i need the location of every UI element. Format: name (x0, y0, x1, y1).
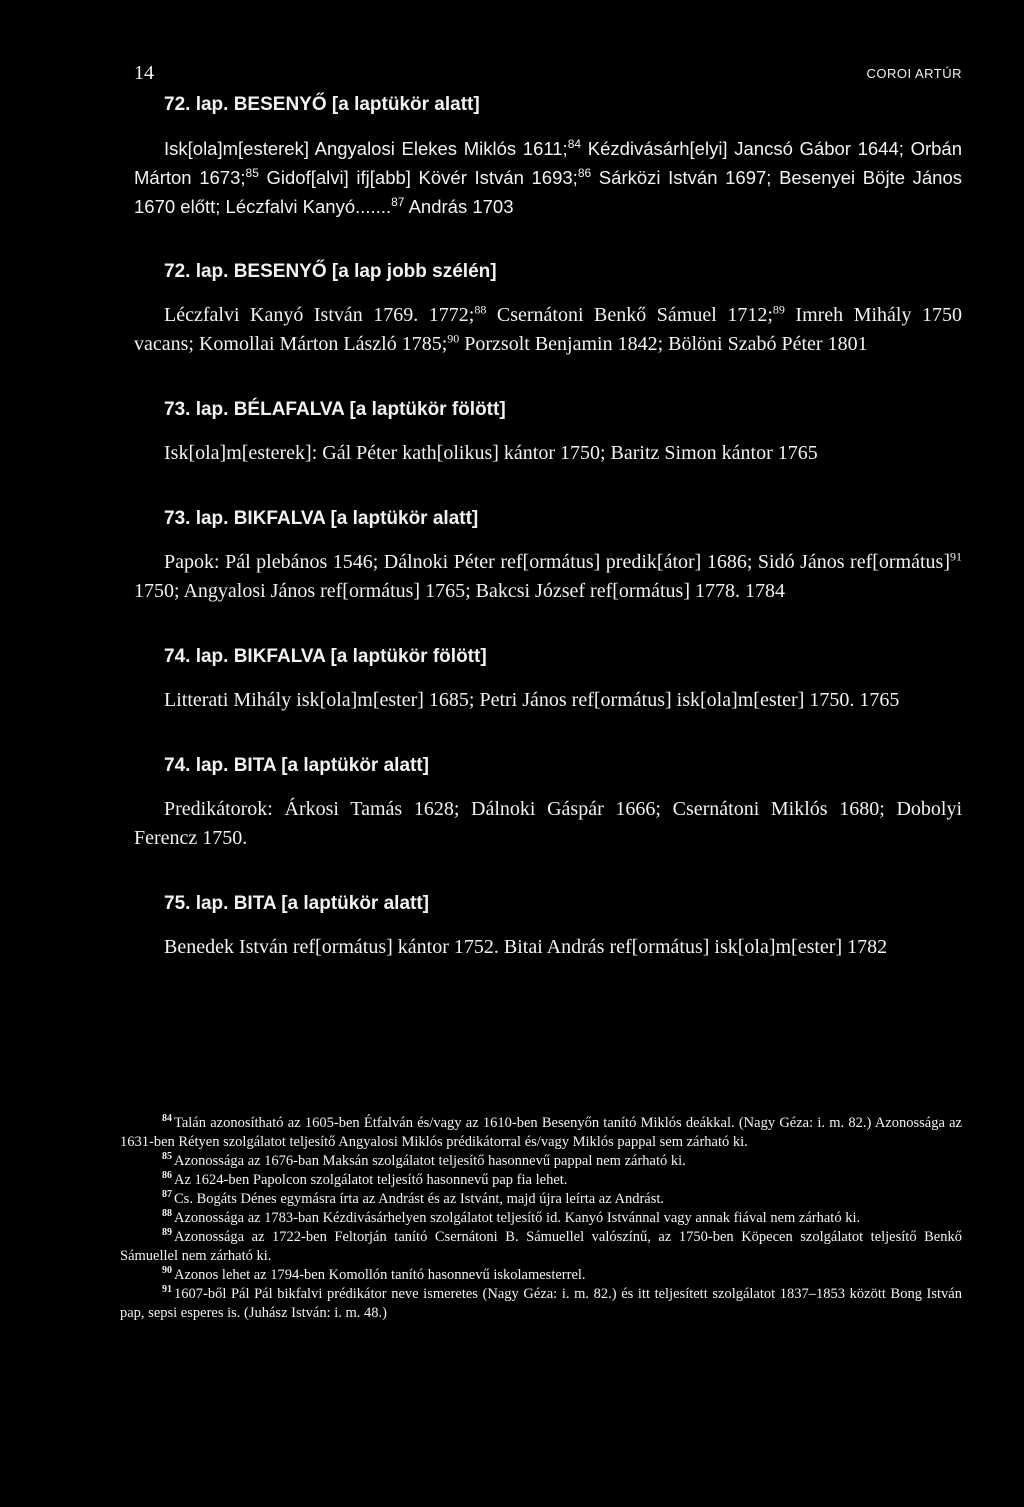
body-text: Isk[ola]m[esterek]: Gál Péter kath[olikus] kántor 1750; Baritz Simon kántor 1765 (164, 442, 818, 464)
footnote-text: Azonossága az 1676-ban Maksán szolgálatot teljesítő hasonnevű pappal nem zárható ki. (174, 1153, 686, 1169)
body-text: Gidof[alvi] ifj[abb] Kövér István 1693; (258, 167, 578, 188)
footnote (120, 1152, 962, 1171)
body-text: Léczfalvi Kanyó István 1769. 1772; (164, 304, 475, 326)
section (134, 92, 962, 221)
footnote-ref[interactable]: 91 (950, 549, 962, 564)
body-text: Csernátoni Benkő Sámuel 1712; (486, 304, 773, 326)
body-text: Isk[ola]m[esterek] Angyalosi Elekes Miklós 1611; (164, 138, 568, 159)
body-text: Kézdivásárh[elyi] Jancsó Gábor 1644; Orbán Márton 1673; (134, 138, 962, 188)
footnote (120, 1190, 962, 1209)
footnote-number: 88 (162, 1208, 172, 1220)
footnote-ref[interactable]: 85 (245, 165, 259, 180)
footnote-text: Azonossága az 1722-ben Feltorján tanító Csernátoni B. Sámuellel valószínű, az 1750-ben Köpecen szolgálatot teljesítő Benkő Sámuellel nem zárható ki. (120, 1229, 962, 1264)
running-head: COROI ARTÚR (866, 66, 962, 81)
footnote (120, 1228, 962, 1266)
footnote-text: Talán azonosítható az 1605-ben Étfalván és/vagy az 1610-ben Besenyőn tanító Miklós deákkal. (Nagy Géza: i. m. 82.) Azonossága az 1631-ben Rétyen szolgálatot teljesítő Angyalosi Miklós prédikátorral és/vagy Miklós pappal sem zárható ki. (120, 1115, 962, 1150)
page-header (134, 62, 962, 86)
body-text: Imreh Mihály 1750 vacans; Komollai Márton László 1785; (134, 304, 962, 355)
section-body (134, 686, 962, 715)
page-number: 14 (134, 62, 154, 84)
section-body (134, 795, 962, 853)
footnote-number: 90 (162, 1265, 172, 1277)
section-heading: 72. lap. BESENYŐ [a laptükör alatt] (164, 94, 480, 115)
footnote (120, 1171, 962, 1190)
footnote-ref[interactable]: 88 (474, 302, 487, 317)
body-text: András 1703 (404, 196, 514, 217)
footnote (120, 1266, 962, 1285)
section-body (134, 301, 962, 359)
section (134, 259, 962, 359)
footnote (120, 1114, 962, 1152)
section-heading: 74. lap. BIKFALVA [a laptükör fölött] (164, 646, 487, 667)
footnote-text: Azonossága az 1783-ban Kézdivásárhelyen szolgálatot teljesítő id. Kanyó Istvánnal vagy annak fiával nem zárható ki. (174, 1210, 861, 1226)
section (134, 397, 962, 468)
footnote (120, 1285, 962, 1323)
section (134, 506, 962, 606)
footnote-text: Cs. Bogáts Dénes egymásra írta az Andrást és az Istvánt, majd újra leírta az Andrást. (174, 1191, 665, 1207)
body-text: Litterati Mihály isk[ola]m[ester] 1685; Petri János ref[ormátus] isk[ola]m[ester] 1750. 1765 (164, 689, 900, 711)
footnote-ref[interactable]: 89 (772, 302, 785, 317)
section-body (134, 439, 962, 468)
footnote-ref[interactable]: 90 (447, 331, 460, 346)
footnote-text: Az 1624-ben Papolcon szolgálatot teljesítő hasonnevű pap fia lehet. (174, 1172, 568, 1188)
body-text: Benedek István ref[ormátus] kántor 1752. Bitai András ref[ormátus] isk[ola]m[ester] 1782 (164, 936, 888, 958)
sections-container (134, 92, 962, 1000)
section-body (134, 134, 962, 221)
body-text: Sárközi István 1697; Besenyei Böjte János 1670 előtt; Léczfalvi Kanyó....... (134, 167, 962, 217)
body-text: Predikátorok: Árkosi Tamás 1628; Dálnoki Gáspár 1666; Csernátoni Miklós 1680; Dobolyi Ferencz 1750. (134, 798, 962, 849)
section-heading: 72. lap. BESENYŐ [a lap jobb szélén] (164, 261, 497, 282)
section (134, 753, 962, 853)
footnote-number: 89 (162, 1227, 172, 1239)
body-text: Porzsolt Benjamin 1842; Bölöni Szabó Péter 1801 (459, 333, 868, 355)
footnote-ref[interactable]: 87 (391, 194, 405, 209)
footnote-ref[interactable]: 84 (567, 136, 582, 151)
section (134, 644, 962, 715)
section (134, 891, 962, 962)
footnote-ref[interactable]: 86 (577, 165, 592, 180)
section-heading: 73. lap. BIKFALVA [a laptükör alatt] (164, 508, 479, 529)
footnote-text: 1607-ből Pál Pál bikfalvi prédikátor neve ismeretes (Nagy Géza: i. m. 82.) és itt teljesített szolgálatot 1837–1853 között Bong István pap, sepsi esperes is. (Juhász István: i. m. 48.) (120, 1286, 962, 1321)
footnote-number: 87 (162, 1189, 172, 1201)
footnote-number: 84 (162, 1113, 172, 1125)
footnote-text: Azonos lehet az 1794-ben Komollón tanító hasonnevű iskolamesterrel. (174, 1267, 586, 1283)
body-text: 1750; Angyalosi János ref[ormátus] 1765; Bakcsi József ref[ormátus] 1778. 1784 (134, 580, 785, 602)
section-heading: 74. lap. BITA [a laptükör alatt] (164, 755, 429, 776)
section-body (134, 933, 962, 962)
body-text: Papok: Pál plebános 1546; Dálnoki Péter ref[ormátus] predik[átor] 1686; Sidó János ref[ormátus] (164, 551, 950, 573)
section-heading: 75. lap. BITA [a laptükör alatt] (164, 893, 429, 914)
footnote (120, 1209, 962, 1228)
footnote-number: 85 (162, 1151, 172, 1163)
footnote-number: 91 (162, 1284, 172, 1296)
section-body (134, 548, 962, 606)
footnotes-container (120, 1114, 962, 1323)
section-heading: 73. lap. BÉLAFALVA [a laptükör fölött] (164, 399, 506, 420)
footnote-number: 86 (162, 1170, 172, 1182)
